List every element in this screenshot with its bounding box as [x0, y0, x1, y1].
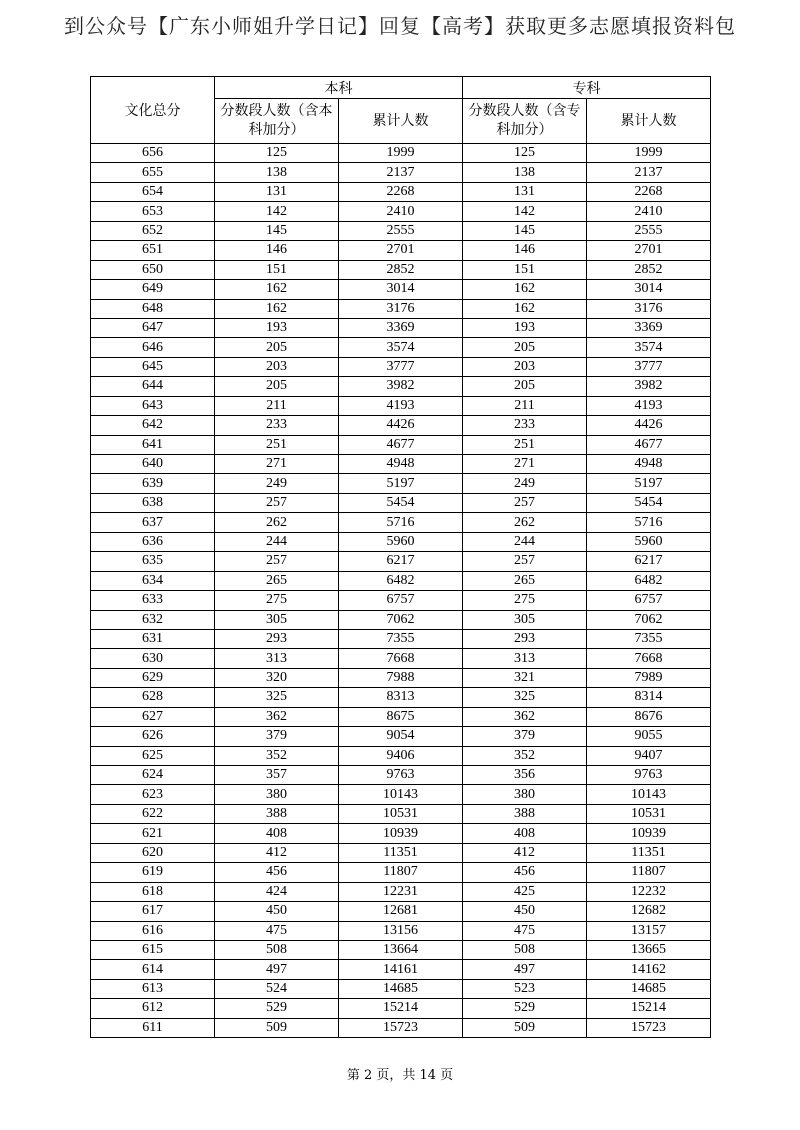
score-cell: 621 — [91, 824, 215, 843]
undergraduate-cumulative-cell: 9054 — [339, 727, 463, 746]
junior-college-cumulative-header: 累计人数 — [587, 99, 711, 144]
junior-college-band-count-cell: 162 — [463, 280, 587, 299]
junior-college-cumulative-cell: 4677 — [587, 435, 711, 454]
table-row — [91, 746, 711, 765]
junior-college-cumulative-cell: 3369 — [587, 318, 711, 337]
undergraduate-cumulative-cell: 5716 — [339, 513, 463, 532]
undergraduate-band-count-cell: 193 — [215, 318, 339, 337]
junior-college-cumulative-cell: 4193 — [587, 396, 711, 415]
score-column-header: 文化总分 — [91, 77, 215, 144]
junior-college-band-count-cell: 412 — [463, 843, 587, 862]
undergraduate-cumulative-cell: 4193 — [339, 396, 463, 415]
junior-college-cumulative-cell: 7668 — [587, 649, 711, 668]
undergraduate-band-count-cell: 475 — [215, 921, 339, 940]
junior-college-band-count-cell: 523 — [463, 979, 587, 998]
table-row — [91, 960, 711, 979]
score-cell: 623 — [91, 785, 215, 804]
junior-college-cumulative-cell: 2137 — [587, 163, 711, 182]
table-row — [91, 785, 711, 804]
junior-college-cumulative-cell: 15214 — [587, 999, 711, 1018]
score-cell: 629 — [91, 668, 215, 687]
table-row — [91, 202, 711, 221]
table-body — [91, 144, 711, 1038]
undergraduate-cumulative-cell: 2555 — [339, 221, 463, 240]
junior-college-band-count-cell: 203 — [463, 357, 587, 376]
score-cell: 627 — [91, 707, 215, 726]
table-row — [91, 377, 711, 396]
junior-college-band-count-cell: 379 — [463, 727, 587, 746]
undergraduate-band-count-cell: 450 — [215, 902, 339, 921]
undergraduate-band-count-cell: 305 — [215, 610, 339, 629]
table-row — [91, 921, 711, 940]
junior-college-cumulative-cell: 15723 — [587, 1018, 711, 1037]
junior-college-band-count-cell: 508 — [463, 940, 587, 959]
table-row — [91, 163, 711, 182]
undergraduate-cumulative-cell: 7062 — [339, 610, 463, 629]
junior-college-cumulative-cell: 7062 — [587, 610, 711, 629]
table-row — [91, 766, 711, 785]
score-cell: 630 — [91, 649, 215, 668]
junior-college-band-count-cell: 408 — [463, 824, 587, 843]
table-row — [91, 882, 711, 901]
undergraduate-band-count-cell: 125 — [215, 144, 339, 163]
table-row — [91, 940, 711, 959]
junior-college-band-count-cell: 321 — [463, 668, 587, 687]
undergraduate-band-count-cell: 524 — [215, 979, 339, 998]
undergraduate-cumulative-cell: 3982 — [339, 377, 463, 396]
junior-college-cumulative-cell: 2701 — [587, 241, 711, 260]
junior-college-cumulative-cell: 9055 — [587, 727, 711, 746]
undergraduate-cumulative-cell: 7668 — [339, 649, 463, 668]
junior-college-cumulative-cell: 8676 — [587, 707, 711, 726]
junior-college-band-count-cell: 497 — [463, 960, 587, 979]
junior-college-band-count-cell: 305 — [463, 610, 587, 629]
undergraduate-cumulative-cell: 4677 — [339, 435, 463, 454]
junior-college-band-count-cell: 193 — [463, 318, 587, 337]
junior-college-cumulative-cell: 7989 — [587, 668, 711, 687]
junior-college-cumulative-cell: 5960 — [587, 532, 711, 551]
junior-college-group-header: 专科 — [463, 77, 711, 99]
score-cell: 637 — [91, 513, 215, 532]
score-cell: 640 — [91, 455, 215, 474]
junior-college-band-count-cell: 456 — [463, 863, 587, 882]
junior-college-band-count-cell: 293 — [463, 629, 587, 648]
score-cell: 626 — [91, 727, 215, 746]
undergraduate-band-count-cell: 257 — [215, 552, 339, 571]
promo-banner: 到公众号【广东小师姐升学日记】回复【高考】获取更多志愿填报资料包 — [64, 14, 736, 38]
table-row — [91, 902, 711, 921]
undergraduate-band-count-cell: 257 — [215, 493, 339, 512]
junior-college-band-count-cell: 138 — [463, 163, 587, 182]
undergraduate-band-count-cell: 205 — [215, 377, 339, 396]
junior-college-cumulative-cell: 5197 — [587, 474, 711, 493]
junior-college-cumulative-cell: 14685 — [587, 979, 711, 998]
score-cell: 656 — [91, 144, 215, 163]
undergraduate-band-count-cell: 205 — [215, 338, 339, 357]
score-cell: 617 — [91, 902, 215, 921]
undergraduate-band-count-cell: 497 — [215, 960, 339, 979]
undergraduate-band-count-cell: 162 — [215, 299, 339, 318]
undergraduate-cumulative-cell: 12231 — [339, 882, 463, 901]
undergraduate-cumulative-cell: 4426 — [339, 416, 463, 435]
undergraduate-cumulative-cell: 8675 — [339, 707, 463, 726]
undergraduate-band-count-header: 分数段人数（含本科加分） — [215, 99, 339, 144]
junior-college-cumulative-cell: 4948 — [587, 455, 711, 474]
junior-college-band-count-cell: 257 — [463, 493, 587, 512]
score-cell: 613 — [91, 979, 215, 998]
undergraduate-cumulative-cell: 1999 — [339, 144, 463, 163]
junior-college-band-count-cell: 265 — [463, 571, 587, 590]
junior-college-cumulative-cell: 11351 — [587, 843, 711, 862]
junior-college-band-count-cell: 313 — [463, 649, 587, 668]
junior-college-band-count-cell: 146 — [463, 241, 587, 260]
undergraduate-cumulative-cell: 11807 — [339, 863, 463, 882]
junior-college-cumulative-cell: 6217 — [587, 552, 711, 571]
score-cell: 628 — [91, 688, 215, 707]
table-row — [91, 979, 711, 998]
junior-college-band-count-cell: 142 — [463, 202, 587, 221]
undergraduate-band-count-cell: 162 — [215, 280, 339, 299]
undergraduate-band-count-cell: 529 — [215, 999, 339, 1018]
junior-college-cumulative-cell: 3574 — [587, 338, 711, 357]
undergraduate-cumulative-cell: 13156 — [339, 921, 463, 940]
undergraduate-cumulative-cell: 14161 — [339, 960, 463, 979]
table-row — [91, 318, 711, 337]
undergraduate-cumulative-cell: 13664 — [339, 940, 463, 959]
undergraduate-band-count-cell: 131 — [215, 182, 339, 201]
undergraduate-band-count-cell: 211 — [215, 396, 339, 415]
junior-college-cumulative-cell: 2852 — [587, 260, 711, 279]
score-cell: 653 — [91, 202, 215, 221]
undergraduate-band-count-cell: 146 — [215, 241, 339, 260]
junior-college-band-count-cell: 509 — [463, 1018, 587, 1037]
undergraduate-band-count-cell: 251 — [215, 435, 339, 454]
undergraduate-band-count-cell: 265 — [215, 571, 339, 590]
junior-college-band-count-cell: 151 — [463, 260, 587, 279]
score-cell: 625 — [91, 746, 215, 765]
undergraduate-band-count-cell: 142 — [215, 202, 339, 221]
junior-college-band-count-cell: 205 — [463, 377, 587, 396]
junior-college-band-count-cell: 362 — [463, 707, 587, 726]
junior-college-band-count-cell: 244 — [463, 532, 587, 551]
undergraduate-band-count-cell: 320 — [215, 668, 339, 687]
undergraduate-group-header: 本科 — [215, 77, 463, 99]
junior-college-band-count-cell: 425 — [463, 882, 587, 901]
junior-college-band-count-header: 分数段人数（含专科加分） — [463, 99, 587, 144]
score-cell: 618 — [91, 882, 215, 901]
undergraduate-cumulative-cell: 3014 — [339, 280, 463, 299]
score-cell: 611 — [91, 1018, 215, 1037]
table-row — [91, 863, 711, 882]
undergraduate-band-count-cell: 357 — [215, 766, 339, 785]
undergraduate-cumulative-cell: 7355 — [339, 629, 463, 648]
undergraduate-cumulative-cell: 5454 — [339, 493, 463, 512]
junior-college-cumulative-cell: 11807 — [587, 863, 711, 882]
score-cell: 652 — [91, 221, 215, 240]
score-cell: 641 — [91, 435, 215, 454]
junior-college-cumulative-cell: 9407 — [587, 746, 711, 765]
undergraduate-cumulative-cell: 3777 — [339, 357, 463, 376]
score-cell: 654 — [91, 182, 215, 201]
undergraduate-band-count-cell: 244 — [215, 532, 339, 551]
score-cell: 646 — [91, 338, 215, 357]
undergraduate-cumulative-header: 累计人数 — [339, 99, 463, 144]
junior-college-cumulative-cell: 4426 — [587, 416, 711, 435]
undergraduate-cumulative-cell: 2701 — [339, 241, 463, 260]
undergraduate-cumulative-cell: 2268 — [339, 182, 463, 201]
table-row — [91, 843, 711, 862]
table-row — [91, 396, 711, 415]
table-row — [91, 668, 711, 687]
junior-college-band-count-cell: 211 — [463, 396, 587, 415]
score-cell: 635 — [91, 552, 215, 571]
junior-college-band-count-cell: 262 — [463, 513, 587, 532]
undergraduate-cumulative-cell: 2852 — [339, 260, 463, 279]
junior-college-cumulative-cell: 5716 — [587, 513, 711, 532]
undergraduate-band-count-cell: 145 — [215, 221, 339, 240]
undergraduate-band-count-cell: 408 — [215, 824, 339, 843]
undergraduate-cumulative-cell: 10939 — [339, 824, 463, 843]
junior-college-band-count-cell: 325 — [463, 688, 587, 707]
undergraduate-cumulative-cell: 15723 — [339, 1018, 463, 1037]
table-row — [91, 435, 711, 454]
junior-college-cumulative-cell: 14162 — [587, 960, 711, 979]
junior-college-cumulative-cell: 3777 — [587, 357, 711, 376]
junior-college-band-count-cell: 356 — [463, 766, 587, 785]
undergraduate-band-count-cell: 203 — [215, 357, 339, 376]
undergraduate-cumulative-cell: 10531 — [339, 804, 463, 823]
table-row — [91, 999, 711, 1018]
junior-college-band-count-cell: 251 — [463, 435, 587, 454]
table-row — [91, 629, 711, 648]
junior-college-cumulative-cell: 10143 — [587, 785, 711, 804]
score-distribution-table — [90, 76, 711, 1038]
undergraduate-cumulative-cell: 11351 — [339, 843, 463, 862]
undergraduate-cumulative-cell: 5960 — [339, 532, 463, 551]
junior-college-band-count-cell: 233 — [463, 416, 587, 435]
junior-college-band-count-cell: 145 — [463, 221, 587, 240]
table-row — [91, 727, 711, 746]
junior-college-band-count-cell: 380 — [463, 785, 587, 804]
junior-college-band-count-cell: 275 — [463, 591, 587, 610]
undergraduate-cumulative-cell: 14685 — [339, 979, 463, 998]
table-row — [91, 357, 711, 376]
table-row — [91, 552, 711, 571]
table-row — [91, 280, 711, 299]
junior-college-cumulative-cell: 13157 — [587, 921, 711, 940]
table-row — [91, 493, 711, 512]
undergraduate-band-count-cell: 138 — [215, 163, 339, 182]
junior-college-cumulative-cell: 1999 — [587, 144, 711, 163]
score-cell: 642 — [91, 416, 215, 435]
score-cell: 638 — [91, 493, 215, 512]
junior-college-band-count-cell: 249 — [463, 474, 587, 493]
junior-college-band-count-cell: 529 — [463, 999, 587, 1018]
junior-college-cumulative-cell: 10939 — [587, 824, 711, 843]
table-row — [91, 591, 711, 610]
score-cell: 615 — [91, 940, 215, 959]
undergraduate-cumulative-cell: 3574 — [339, 338, 463, 357]
table-row — [91, 474, 711, 493]
junior-college-band-count-cell: 162 — [463, 299, 587, 318]
score-cell: 636 — [91, 532, 215, 551]
junior-college-cumulative-cell: 6482 — [587, 571, 711, 590]
score-cell: 650 — [91, 260, 215, 279]
junior-college-cumulative-cell: 3014 — [587, 280, 711, 299]
table-row — [91, 299, 711, 318]
junior-college-band-count-cell: 131 — [463, 182, 587, 201]
undergraduate-band-count-cell: 325 — [215, 688, 339, 707]
table-row — [91, 649, 711, 668]
score-cell: 648 — [91, 299, 215, 318]
undergraduate-band-count-cell: 509 — [215, 1018, 339, 1037]
table-row — [91, 182, 711, 201]
junior-college-cumulative-cell: 7355 — [587, 629, 711, 648]
undergraduate-band-count-cell: 379 — [215, 727, 339, 746]
undergraduate-cumulative-cell: 5197 — [339, 474, 463, 493]
undergraduate-cumulative-cell: 9763 — [339, 766, 463, 785]
junior-college-cumulative-cell: 6757 — [587, 591, 711, 610]
junior-college-cumulative-cell: 12682 — [587, 902, 711, 921]
score-cell: 634 — [91, 571, 215, 590]
table-row — [91, 241, 711, 260]
score-cell: 633 — [91, 591, 215, 610]
junior-college-cumulative-cell: 8314 — [587, 688, 711, 707]
junior-college-cumulative-cell: 12232 — [587, 882, 711, 901]
table-row — [91, 571, 711, 590]
undergraduate-band-count-cell: 380 — [215, 785, 339, 804]
undergraduate-cumulative-cell: 6757 — [339, 591, 463, 610]
undergraduate-cumulative-cell: 3176 — [339, 299, 463, 318]
undergraduate-band-count-cell: 293 — [215, 629, 339, 648]
undergraduate-band-count-cell: 271 — [215, 455, 339, 474]
table-row — [91, 610, 711, 629]
table-row — [91, 1018, 711, 1037]
score-cell: 645 — [91, 357, 215, 376]
score-cell: 620 — [91, 843, 215, 862]
undergraduate-cumulative-cell: 12681 — [339, 902, 463, 921]
table-row — [91, 221, 711, 240]
junior-college-band-count-cell: 450 — [463, 902, 587, 921]
undergraduate-cumulative-cell: 10143 — [339, 785, 463, 804]
undergraduate-band-count-cell: 262 — [215, 513, 339, 532]
undergraduate-cumulative-cell: 4948 — [339, 455, 463, 474]
score-cell: 631 — [91, 629, 215, 648]
junior-college-cumulative-cell: 2555 — [587, 221, 711, 240]
table-row — [91, 688, 711, 707]
junior-college-cumulative-cell: 10531 — [587, 804, 711, 823]
undergraduate-band-count-cell: 388 — [215, 804, 339, 823]
undergraduate-cumulative-cell: 2410 — [339, 202, 463, 221]
score-cell: 622 — [91, 804, 215, 823]
junior-college-band-count-cell: 205 — [463, 338, 587, 357]
undergraduate-cumulative-cell: 8313 — [339, 688, 463, 707]
score-cell: 624 — [91, 766, 215, 785]
junior-college-band-count-cell: 388 — [463, 804, 587, 823]
junior-college-cumulative-cell: 5454 — [587, 493, 711, 512]
junior-college-cumulative-cell: 9763 — [587, 766, 711, 785]
score-cell: 632 — [91, 610, 215, 629]
junior-college-band-count-cell: 271 — [463, 455, 587, 474]
undergraduate-cumulative-cell: 3369 — [339, 318, 463, 337]
junior-college-band-count-cell: 352 — [463, 746, 587, 765]
score-cell: 647 — [91, 318, 215, 337]
score-cell: 614 — [91, 960, 215, 979]
undergraduate-cumulative-cell: 15214 — [339, 999, 463, 1018]
undergraduate-cumulative-cell: 2137 — [339, 163, 463, 182]
score-cell: 644 — [91, 377, 215, 396]
junior-college-cumulative-cell: 2410 — [587, 202, 711, 221]
undergraduate-band-count-cell: 275 — [215, 591, 339, 610]
undergraduate-band-count-cell: 249 — [215, 474, 339, 493]
undergraduate-band-count-cell: 424 — [215, 882, 339, 901]
score-cell: 612 — [91, 999, 215, 1018]
table-row — [91, 707, 711, 726]
score-cell: 655 — [91, 163, 215, 182]
score-cell: 649 — [91, 280, 215, 299]
table-row — [91, 416, 711, 435]
undergraduate-cumulative-cell: 7988 — [339, 668, 463, 687]
table-row — [91, 338, 711, 357]
junior-college-cumulative-cell: 13665 — [587, 940, 711, 959]
undergraduate-band-count-cell: 151 — [215, 260, 339, 279]
page-number: 第 2 页，共 14 页 — [346, 1068, 454, 1083]
score-cell: 616 — [91, 921, 215, 940]
table-row — [91, 804, 711, 823]
score-cell: 639 — [91, 474, 215, 493]
undergraduate-band-count-cell: 313 — [215, 649, 339, 668]
table-row — [91, 455, 711, 474]
table-row — [91, 144, 711, 163]
junior-college-band-count-cell: 125 — [463, 144, 587, 163]
undergraduate-band-count-cell: 352 — [215, 746, 339, 765]
score-cell: 651 — [91, 241, 215, 260]
table-row — [91, 824, 711, 843]
undergraduate-cumulative-cell: 6217 — [339, 552, 463, 571]
undergraduate-band-count-cell: 412 — [215, 843, 339, 862]
junior-college-cumulative-cell: 3176 — [587, 299, 711, 318]
score-cell: 643 — [91, 396, 215, 415]
undergraduate-band-count-cell: 508 — [215, 940, 339, 959]
junior-college-cumulative-cell: 2268 — [587, 182, 711, 201]
junior-college-band-count-cell: 257 — [463, 552, 587, 571]
table-row — [91, 260, 711, 279]
undergraduate-band-count-cell: 456 — [215, 863, 339, 882]
undergraduate-cumulative-cell: 6482 — [339, 571, 463, 590]
undergraduate-cumulative-cell: 9406 — [339, 746, 463, 765]
table-row — [91, 532, 711, 551]
undergraduate-band-count-cell: 362 — [215, 707, 339, 726]
score-cell: 619 — [91, 863, 215, 882]
junior-college-band-count-cell: 475 — [463, 921, 587, 940]
undergraduate-band-count-cell: 233 — [215, 416, 339, 435]
junior-college-cumulative-cell: 3982 — [587, 377, 711, 396]
table-row — [91, 513, 711, 532]
